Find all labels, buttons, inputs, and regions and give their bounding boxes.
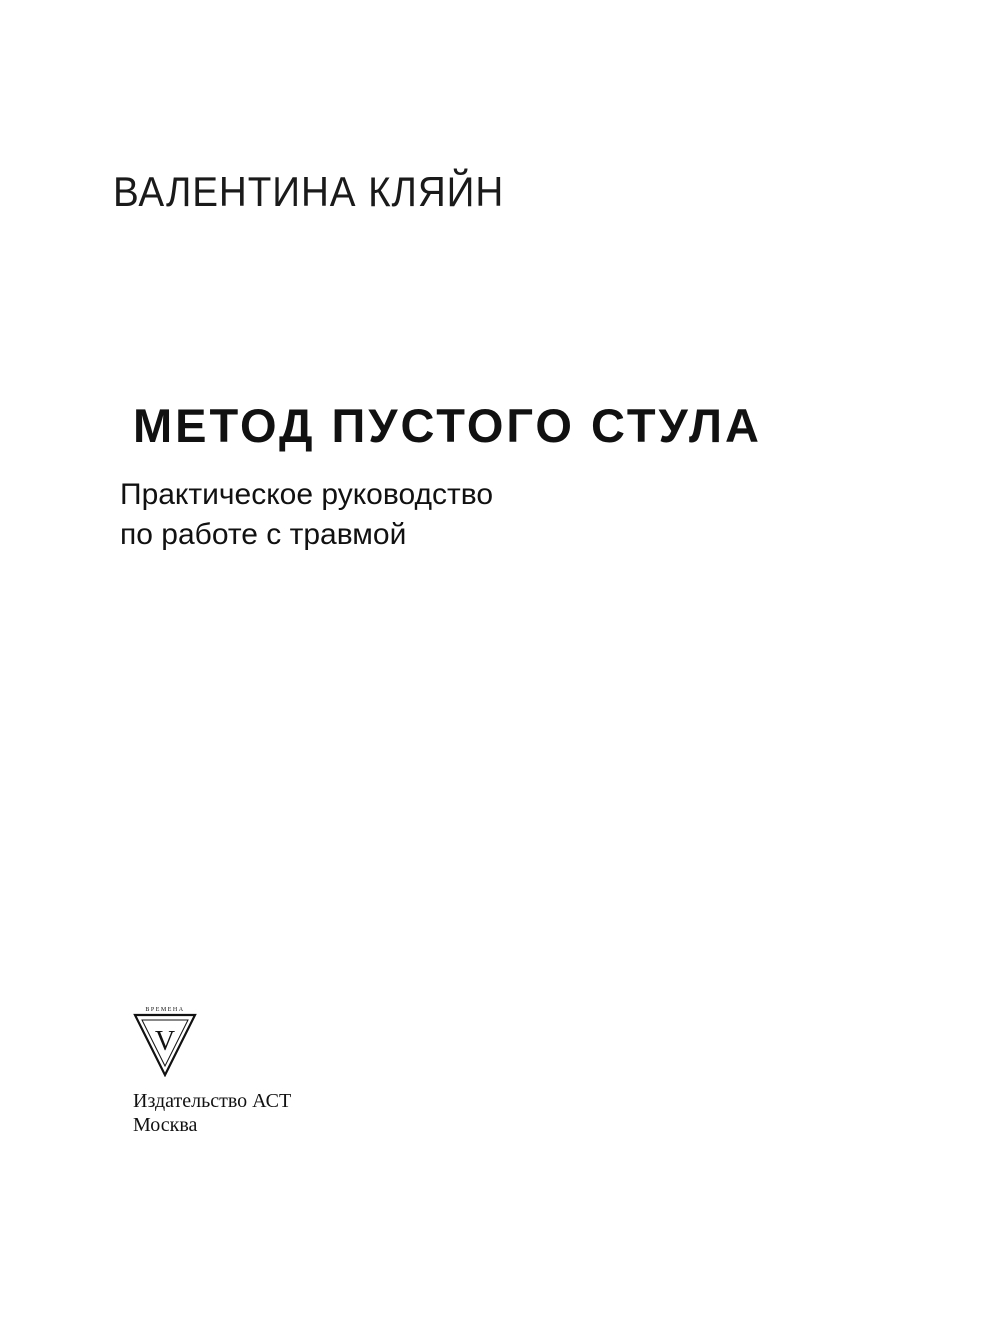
author-name: ВАЛЕНТИНА КЛЯЙН <box>113 168 505 215</box>
publisher-block <box>133 1089 291 1137</box>
subtitle-line-2: по работе с травмой <box>120 518 407 551</box>
publisher-city: Москва <box>133 1114 198 1136</box>
logo-label: ВРЕМЕНА <box>145 1007 185 1013</box>
publisher-name: Издательство АСТ <box>133 1090 292 1112</box>
subtitle-line-1: Практическое руководство <box>120 478 494 511</box>
book-subtitle <box>120 475 493 555</box>
book-title: МЕТОД ПУСТОГО СТУЛА <box>133 399 762 452</box>
logo-letter: V <box>154 1026 176 1057</box>
vremena-v-logo-icon <box>133 1003 197 1077</box>
